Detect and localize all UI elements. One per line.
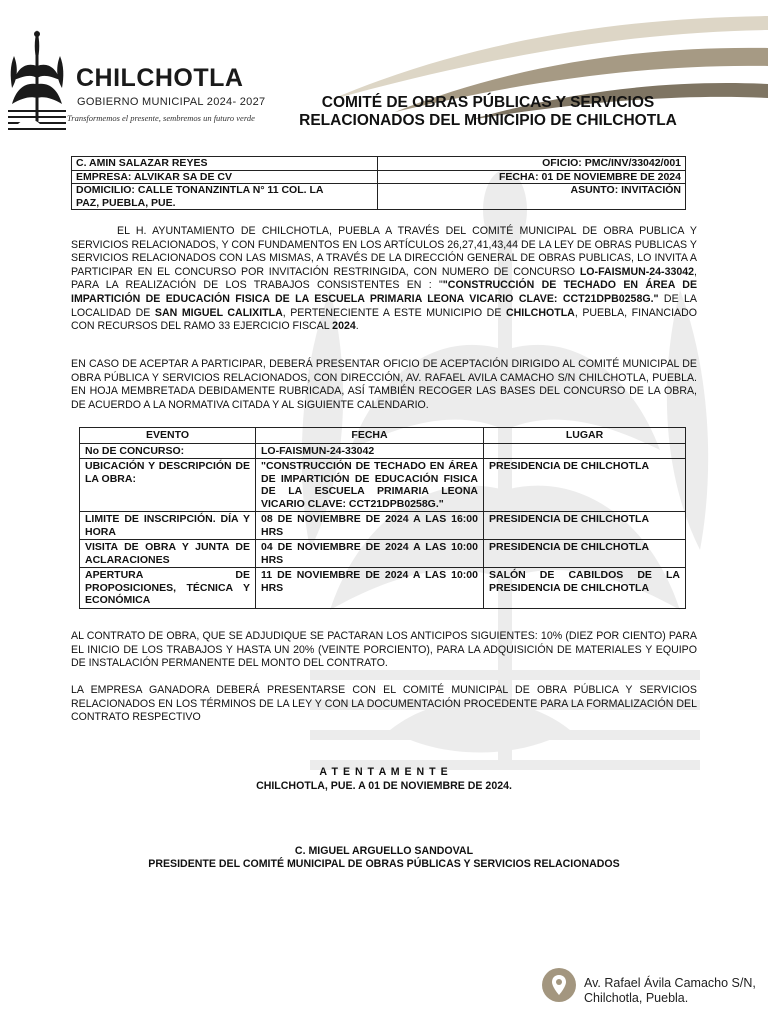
brand-slogan: Transformemos el presente, sembremos un futuro verde (67, 113, 255, 123)
table-row (80, 568, 686, 609)
cell-fecha: 04 DE NOVIEMBRE DE 2024 A LAS 10:00 HRS (256, 540, 484, 568)
table-row (72, 170, 686, 184)
table-header-row (80, 428, 686, 444)
paragraph-advances: AL CONTRATO DE OBRA, QUE SE ADJUDIQUE SE PACTARAN LOS ANTICIPOS SIGUIENTES: 10% (DIEZ POR CIENTO) PARA EL INICIO DE LOS TRABAJOS Y HASTA UN 20% (VEINTE PORCIENTO), PARA LA ADQUISICIÓN DE MATERIALES Y EQUIPO DE INSTALACIÓN PERMANENTE DEL MONTO DEL CONTRATO. (71, 630, 697, 670)
paragraph-invitation (71, 225, 697, 334)
column-header-fecha: FECHA (256, 428, 484, 444)
paragraph-acceptance: EN CASO DE ACEPTAR A PARTICIPAR, DEBERÁ PRESENTAR OFICIO DE ACEPTACIÓN DIRIGIDO AL COMITÉ MUNICIPAL DE OBRA PÚBLICA Y SERVICIOS RELACIONADOS, CON DIRECCIÓN, AV. RAFAEL AVILA CAMACHO S/N CHILCHOTLA, PUEBLA. EN HOJA MEMBRETADA DEBIDAMENTE RUBRICADA, ASÍ TAMBIÉN RECOGER LAS BASES DEL CONCURSO DE LA OBRA, DE ACUERDO A LA NORMATIVA CITADA Y AL SIGUIENTE CALENDARIO. (71, 358, 697, 411)
cell-fecha: 08 DE NOVIEMBRE DE 2024 A LAS 16:00 HRS (256, 512, 484, 540)
table-row (72, 157, 686, 171)
table-row (80, 459, 686, 512)
cell-evento: UBICACIÓN Y DESCRIPCIÓN DE LA OBRA: (80, 459, 256, 512)
brand-subtitle: GOBIERNO MUNICIPAL 2024- 2027 (77, 96, 266, 108)
p1-municipio: CHILCHOTLA (505, 306, 575, 319)
cell-evento: No DE CONCURSO: (80, 443, 256, 459)
p1-text-e: , PUEBLA, FINANCIADO CON RECURSOS DEL RAMO 33 EJERCICIO FISCAL (71, 306, 697, 333)
document-title (270, 94, 706, 130)
cell-lugar: PRESIDENCIA DE CHILCHOTLA (484, 512, 686, 540)
title-line-1: COMITÉ DE OBRAS PÚBLICAS Y SERVICIOS (321, 94, 655, 111)
recipient-table (71, 156, 686, 210)
title-line-2: RELACIONADOS DEL MUNICIPIO DE CHILCHOTLA (299, 112, 677, 129)
footer-address (584, 976, 756, 1006)
closing-atentamente: A T E N T A M E N T E (319, 766, 449, 778)
cell-lugar: PRESIDENCIA DE CHILCHOTLA (484, 540, 686, 568)
p1-text-f: . (355, 320, 359, 333)
oficio-date: FECHA: 01 DE NOVIEMBRE DE 2024 (378, 170, 686, 184)
calendar-table (79, 427, 686, 609)
recipient-address (72, 184, 378, 210)
p1-obra: "CONSTRUCCIÓN DE TECHADO EN ÁREA DE IMPARTICIÓN DE EDUCACIÓN FISICA DE LA ESCUELA PRIMARIA LEONA VICARIO CLAVE: CCT21DPB0258G." (71, 279, 698, 305)
p1-text-d: , PERTENECIENTE A ESTE MUNICIPIO DE (282, 306, 506, 319)
p1-concurso: LO-FAISMUN-24-33042 (579, 265, 695, 278)
brand-name: CHILCHOTLA (76, 64, 244, 92)
p1-localidad: SAN MIGUEL CALIXITLA (154, 306, 283, 319)
address-line-2: PAZ, PUEBLA, PUE. (76, 196, 176, 209)
cell-lugar: PRESIDENCIA DE CHILCHOTLA (484, 459, 686, 512)
cell-evento: VISITA DE OBRA Y JUNTA DE ACLARACIONES (80, 540, 256, 568)
p1-text-a: EL H. AYUNTAMIENTO DE CHILCHOTLA, PUEBLA A TRAVÉS DEL COMITÉ MUNICIPAL DE OBRA PUBLICA Y SERVICIOS RELACIONADOS, Y CON FUNDAMENTOS EN LOS ARTÍCULOS 26,27,41,43,44 DE LA LEY DE OBRAS PUBLICAS Y SERVICIOS RELACIONADOS CON LAS MISMAS, A TRAVÉS DE LA DIRECCIÓN GENERAL DE OBRAS PUBLICAS, LO INVITA A PARTICIPAR EN EL CONCURSO POR INVITACIÓN RESTRINGIDA, CON NUMERO DE CONCURSO (71, 225, 697, 278)
cell-evento: LIMITE DE INSCRIPCIÓN. DÍA Y HORA (80, 512, 256, 540)
cell-lugar (484, 443, 686, 459)
column-header-evento: EVENTO (80, 428, 256, 444)
oficio-subject: ASUNTO: INVITACIÓN (378, 184, 686, 210)
paragraph-formalization: LA EMPRESA GANADORA DEBERÁ PRESENTARSE CON EL COMITÉ MUNICIPAL DE OBRA PÚBLICA Y SERVICIOS RELACIONADOS EN LOS TÉRMINOS DE LA LEY Y CON LA DOCUMENTACIÓN PROCEDENTE PARA LA FORMALIZACIÓN DEL CONTRATO RESPECTIVO (71, 684, 697, 724)
oficio-number: OFICIO: PMC/INV/33042/001 (378, 157, 686, 171)
p1-text-b: , PARA LA REALIZACIÓN DE LOS TRABAJOS CONSISTENTES EN : " (71, 265, 697, 292)
column-header-lugar: LUGAR (484, 428, 686, 444)
cell-fecha: "CONSTRUCCIÓN DE TECHADO EN ÁREA DE IMPARTICIÓN DE EDUCACIÓN FISICA DE LA ESCUELA PRIMARIA LEONA VICARIO CLAVE: CCT21DPB0258G." (256, 459, 484, 512)
location-pin-icon (542, 968, 576, 1002)
cell-evento: APERTURA DE PROPOSICIONES, TÉCNICA Y ECONÓMICA (80, 568, 256, 609)
p1-anio: 2024 (332, 320, 356, 333)
closing-place-date: CHILCHOTLA, PUE. A 01 DE NOVIEMBRE DE 2024. (256, 780, 512, 792)
recipient-company: EMPRESA: ALVIKAR SA DE CV (72, 170, 378, 184)
recipient-name: C. AMIN SALAZAR REYES (72, 157, 378, 171)
table-row (80, 512, 686, 540)
signer-role: PRESIDENTE DEL COMITÉ MUNICIPAL DE OBRAS PÚBLICAS Y SERVICIOS RELACIONADOS (148, 858, 620, 870)
table-row (80, 443, 686, 459)
signer-name: C. MIGUEL ARGUELLO SANDOVAL (294, 845, 474, 857)
address-line-1: DOMICILIO: CALLE TONANZINTLA N° 11 COL. LA (76, 184, 324, 196)
cell-lugar: SALÓN DE CABILDOS DE LA PRESIDENCIA DE CHILCHOTLA (484, 568, 686, 609)
cell-fecha: LO-FAISMUN-24-33042 (256, 443, 484, 459)
cell-fecha: 11 DE NOVIEMBRE DE 2024 A LAS 10:00 HRS (256, 568, 484, 609)
footer-address-line-2: Chilchotla, Puebla. (584, 991, 689, 1005)
municipal-logo (4, 26, 70, 138)
table-row (80, 540, 686, 568)
table-row (72, 184, 686, 210)
p1-text-c: DE LA LOCALIDAD DE (71, 292, 697, 319)
footer-address-line-1: Av. Rafael Ávila Camacho S/N, (584, 976, 756, 990)
